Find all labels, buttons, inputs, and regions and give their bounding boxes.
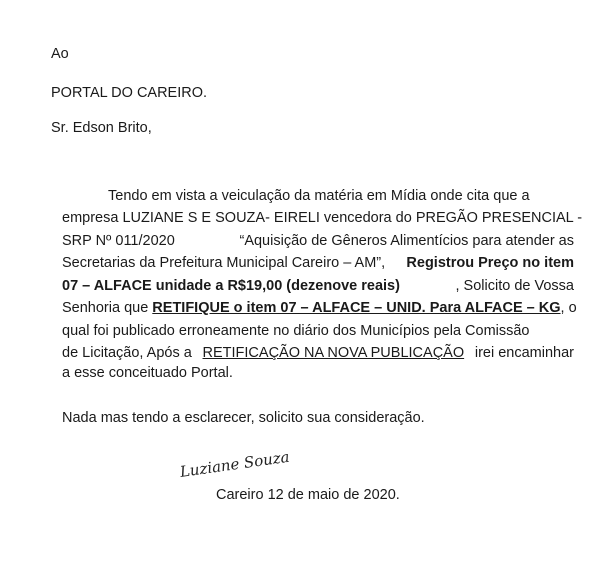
body-line-3: SRP Nº 011/2020 “Aquisição de Gêneros Alimentícios para atender as [62,233,574,249]
body-line-9: a esse conceituado Portal. [62,365,233,381]
body-line-7: qual foi publicado erroneamente no diário dos Municípios pela Comissão [62,323,530,339]
body-line-2: empresa LUZIANE S E SOUZA- EIRELI vencedora do PREGÃO PRESENCIAL - [62,210,583,226]
date-line: Careiro 12 de maio de 2020. [216,487,400,503]
handwritten-signature: Luziane Souza [178,447,291,481]
addressee-prefix: Ao [51,46,69,62]
body-line-4: Secretarias da Prefeitura Municipal Careiro – AM”, Registrou Preço no item [62,255,574,271]
body-line-5: 07 – ALFACE unidade a R$19,00 (dezenove reais) , Solicito de Vossa [62,278,574,294]
body-line-6: Senhoria que RETIFIQUE o item 07 – ALFACE – UNID. Para ALFACE – KG , o [62,297,574,319]
retification-request: RETIFIQUE o item 07 – ALFACE – UNID. Para ALFACE – KG [152,300,561,316]
salutation: Sr. Edson Brito, [51,120,152,136]
closing-line: Nada mas tendo a esclarecer, solicito sua consideração. [62,410,425,426]
recipient-name: PORTAL DO CAREIRO. [51,85,208,101]
body-line-1: Tendo em vista a veiculação da matéria em Mídia onde cita que a [108,188,530,204]
body-line-8: de Licitação, Após a RETIFICAÇÃO NA NOVA PUBLICAÇÃO irei encaminhar [62,345,574,361]
